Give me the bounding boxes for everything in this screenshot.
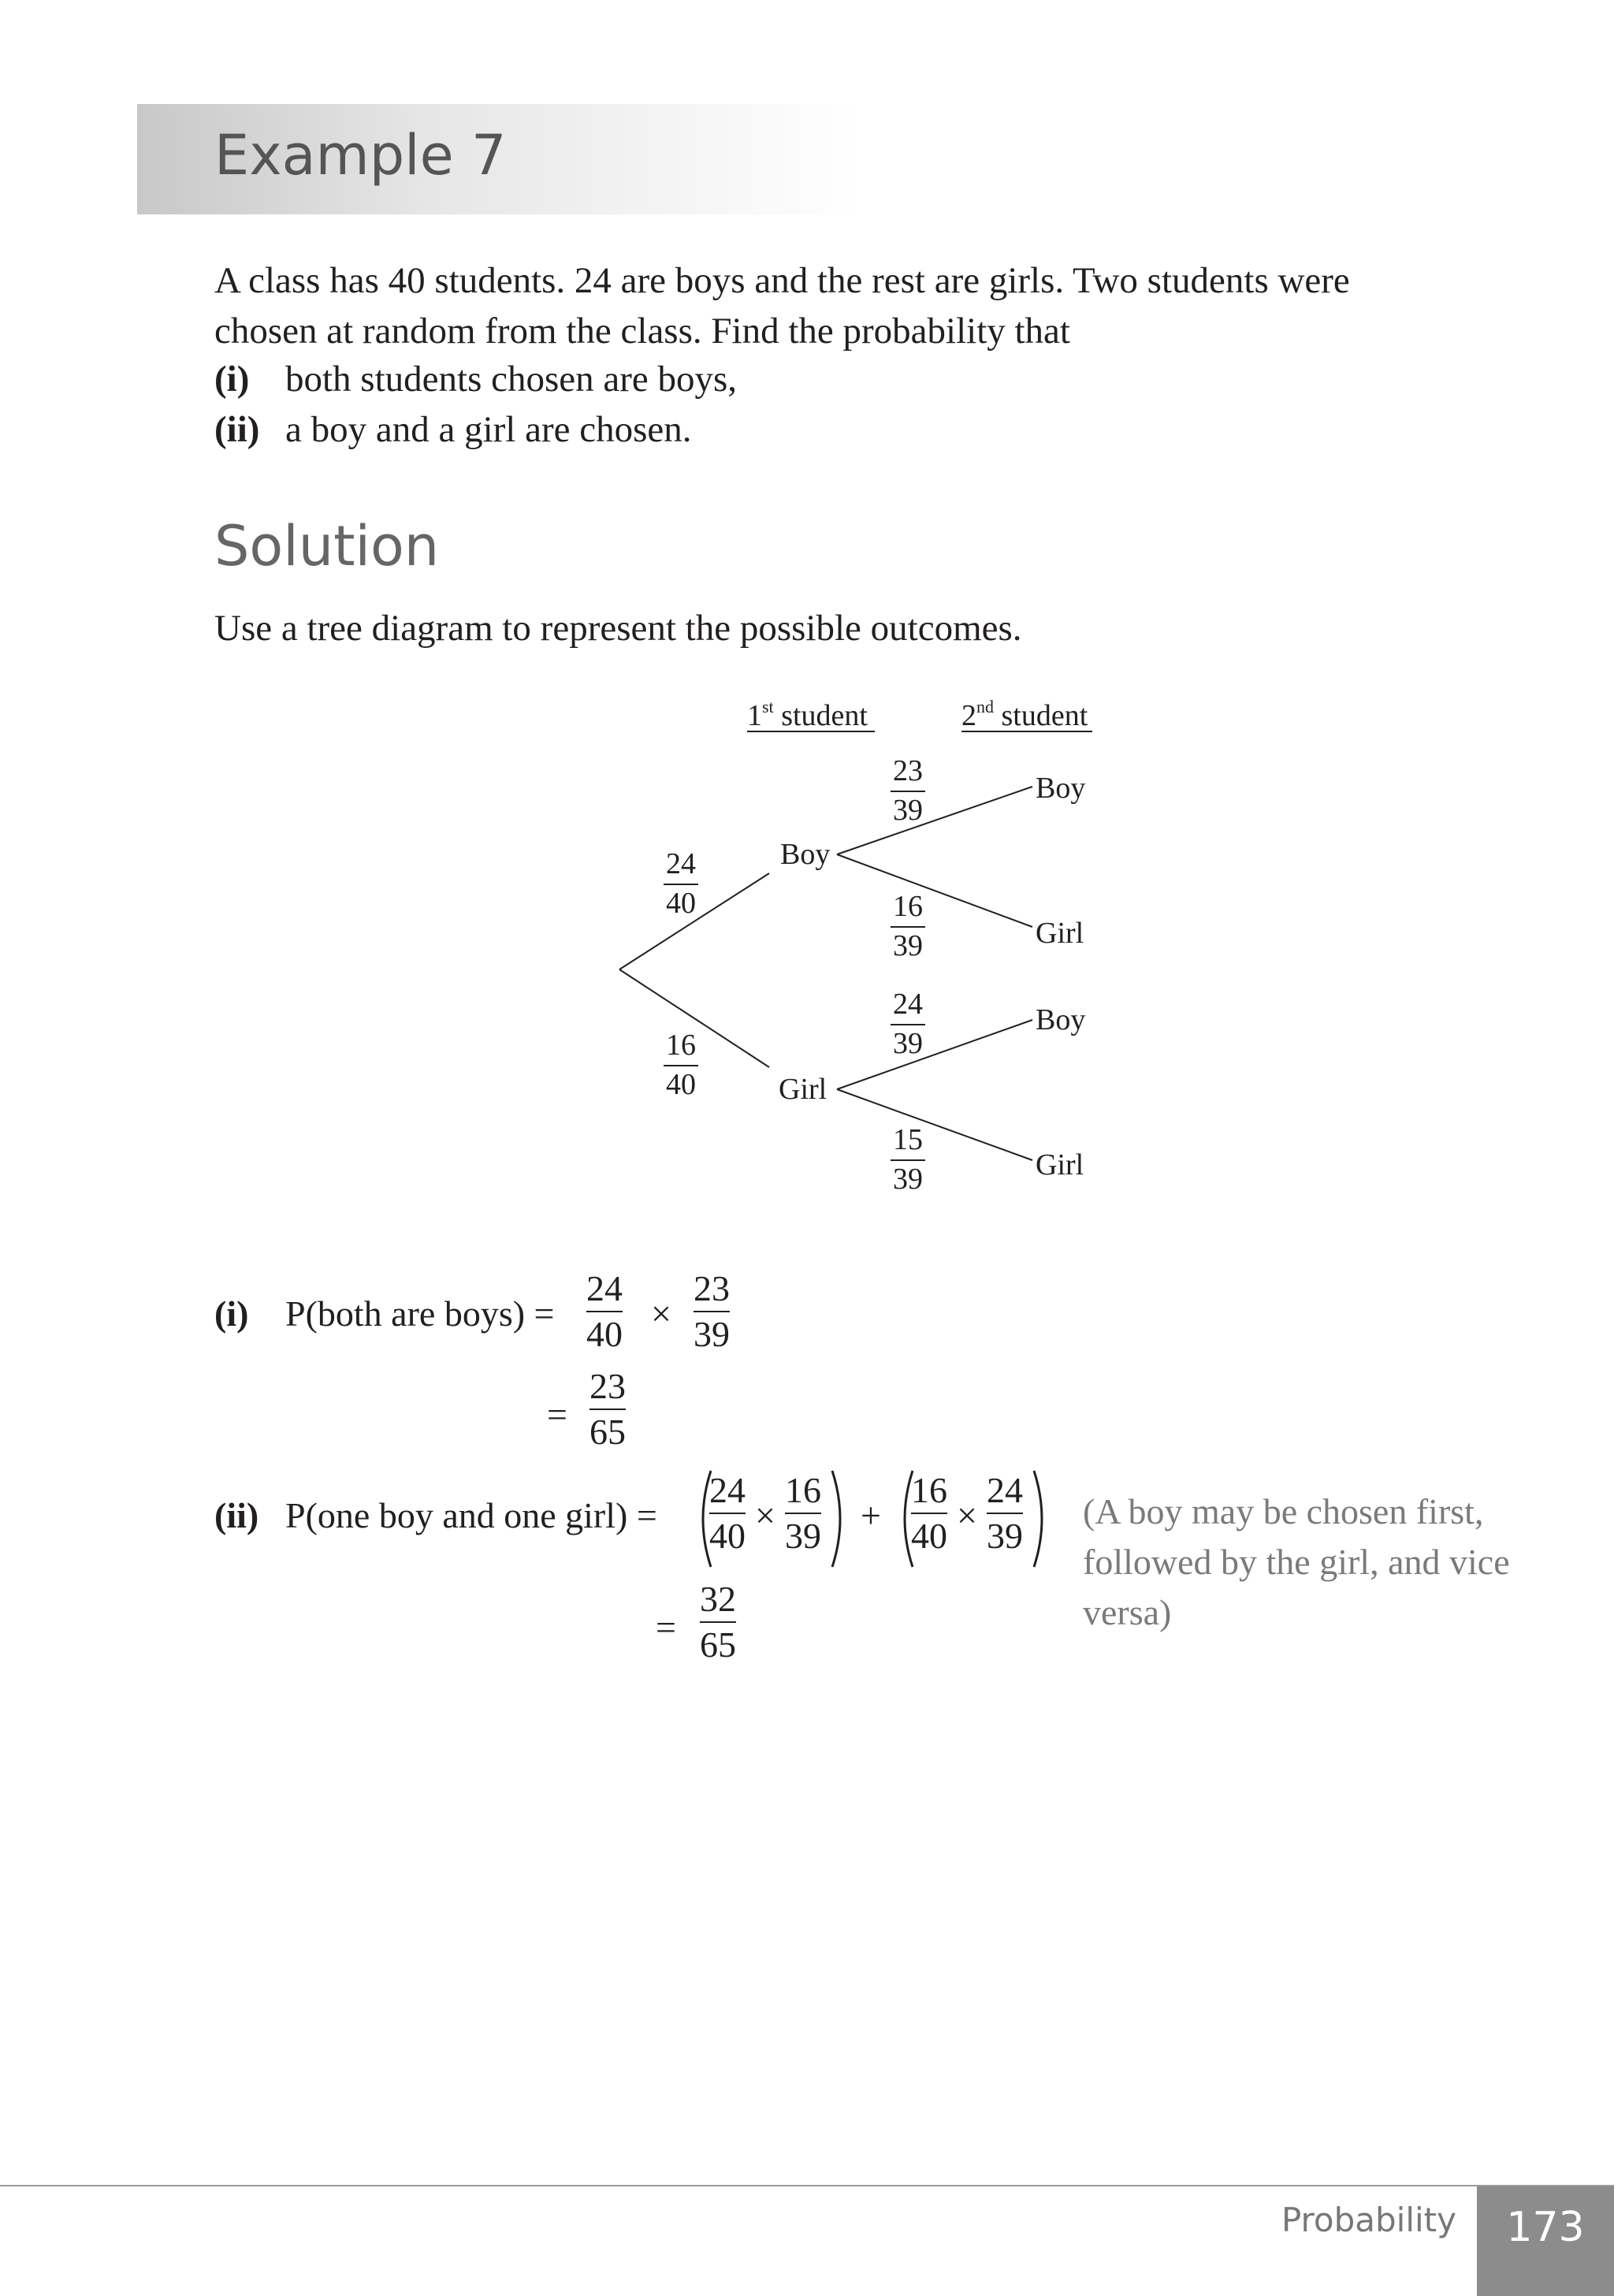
item-label: (ii) [214, 409, 260, 450]
problem-line-2: chosen at random from the class. Find the probability that [214, 311, 1070, 352]
numerator: 16 [911, 1470, 947, 1510]
fraction-bar [911, 1513, 947, 1514]
chapter-name: Probability [1281, 2201, 1456, 2239]
tree-header-second: 2nd student [961, 697, 1088, 732]
node-girl: Girl [779, 1073, 827, 1106]
plus-sign: + [861, 1495, 881, 1535]
fraction [911, 1471, 947, 1556]
branch-girl-girl [837, 1089, 1032, 1160]
fraction-bar [700, 1621, 736, 1623]
numerator: 16 [785, 1470, 821, 1510]
page-number: 173 [1506, 2204, 1585, 2251]
fraction [785, 1471, 821, 1556]
part-i-label: (i) [214, 1293, 249, 1334]
prob-num: 16 [666, 1029, 696, 1062]
denominator: 39 [987, 1516, 1023, 1556]
fraction-bar [785, 1513, 821, 1514]
numerator: 24 [586, 1268, 623, 1308]
prob-den: 39 [893, 929, 923, 962]
denominator: 65 [589, 1412, 626, 1452]
prob-den: 39 [893, 1027, 923, 1060]
item-text: both students chosen are boys, [285, 359, 738, 400]
prob-den: 40 [666, 887, 696, 920]
solution-note: (A boy may be chosen first, followed by the girl, and vice versa) [1083, 1491, 1510, 1632]
right-paren [827, 1468, 851, 1570]
solution-intro: Use a tree diagram to represent the possible outcomes. [214, 608, 1022, 649]
prob-den: 39 [893, 1163, 923, 1196]
prob-num: 15 [893, 1123, 923, 1156]
tree-header-first: 1st student [747, 697, 868, 732]
prob-den: 39 [893, 794, 923, 827]
prob-num: 16 [893, 890, 923, 923]
part-ii-lhs: P(one boy and one girl) = [285, 1495, 657, 1535]
equals-sign: = [547, 1394, 567, 1435]
numerator: 24 [709, 1470, 746, 1510]
branch-girl-boy [837, 1020, 1032, 1089]
item-label: (i) [214, 359, 250, 400]
solution-title: Solution [214, 514, 440, 579]
fraction-bar [694, 1311, 730, 1312]
fraction-result [589, 1367, 626, 1452]
prob-num: 24 [893, 988, 923, 1021]
numerator: 23 [694, 1268, 730, 1308]
outcome-boy: Boy [1036, 1003, 1086, 1036]
prob-num: 23 [893, 754, 923, 787]
denominator: 40 [586, 1314, 623, 1354]
denominator: 39 [694, 1314, 730, 1354]
fraction [709, 1471, 746, 1556]
fraction-bar [589, 1408, 626, 1410]
denominator: 40 [709, 1516, 746, 1556]
fraction [987, 1471, 1023, 1556]
item-text: a boy and a girl are chosen. [285, 409, 692, 450]
node-boy: Boy [780, 838, 831, 871]
outcome-boy: Boy [1036, 772, 1086, 805]
denominator: 65 [700, 1624, 736, 1665]
outcome-girl: Girl [1036, 917, 1084, 950]
numerator: 23 [589, 1366, 626, 1406]
denominator: 39 [785, 1516, 821, 1556]
fraction [586, 1269, 623, 1354]
denominator: 40 [911, 1516, 947, 1556]
fraction-result [700, 1580, 736, 1665]
times-sign: × [755, 1495, 775, 1535]
numerator: 24 [987, 1470, 1023, 1510]
fraction-bar [987, 1513, 1023, 1514]
prob-den: 40 [666, 1068, 696, 1101]
times-sign: × [651, 1293, 671, 1334]
problem-line-1: A class has 40 students. 24 are boys and the rest are girls. Two students were [214, 260, 1350, 301]
outcome-girl: Girl [1036, 1148, 1084, 1181]
right-paren [1029, 1468, 1053, 1570]
example-title: Example 7 [214, 123, 507, 188]
footer-rule [0, 2185, 1614, 2186]
equals-sign: = [656, 1607, 676, 1647]
part-i-lhs: P(both are boys) = [285, 1293, 555, 1334]
branch-boy-boy [837, 787, 1032, 854]
fraction-bar [586, 1311, 623, 1312]
prob-num: 24 [666, 847, 696, 880]
fraction-bar [709, 1513, 746, 1514]
branch-boy-girl [837, 854, 1032, 927]
numerator: 32 [700, 1579, 736, 1619]
times-sign: × [957, 1495, 977, 1535]
fraction [694, 1269, 730, 1354]
part-ii-label: (ii) [214, 1495, 259, 1535]
